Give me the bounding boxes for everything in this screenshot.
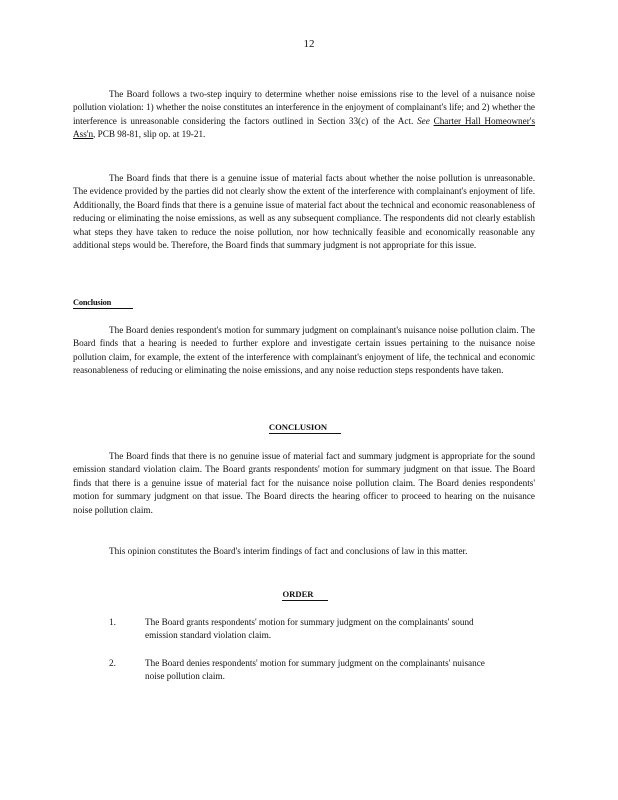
conclusion-subheading: Conclusion [73, 297, 133, 309]
order-item-number: 2. [109, 658, 116, 668]
paragraph-genuine-issue: The Board finds that there is a genuine issue of material facts about whether the noise pollution is unreasonable. The evidence provided by the parties did not clearly show the extent of the interference with complainant's enjoyment of life. Additionally, the Board finds that there is a genuine issue of material fact about the technical and economic reasonableness of reducing or eliminating the noise emissions, as well as any subsequent compliance. The respondents did not clearly establish what steps they have taken to reduce the noise pollution, nor how technically feasible and economically reasonable any additional steps would be. Therefore, the Board finds that summary judgment is not appropriate for this issue. [73, 173, 535, 251]
see-signal: See [417, 115, 430, 126]
order-item-text: The Board denies respondents' motion for summary judgment on the complainants' nuisance noise pollution claim. [145, 658, 485, 682]
paragraph-text: The Board follows a two-step inquiry to determine whether noise emissions rise to the level of a nuisance noise pollution violation: 1) whether the noise constitutes an interference in the enjoyment of complainant's life; and 2) whether the interference is unreasonable considering the factors outlined in Section 33(c) of the Act. [73, 89, 535, 126]
case-citation-name: Charter Hall Homeowner's Ass'n [73, 115, 536, 140]
paragraph-conclusion-sub: The Board denies respondent's motion for summary judgment on complainant's nuisance noise pollution claim. The Board finds that a hearing is needed to further explore and investigate certain issues pertaining to the nuisance noise pollution claim, for example, the extent of the interference with complainant's enjoyment of life, the technical and economic reasonableness of reducing or eliminating the noise emissions, and any noise reduction steps respondents have taken. [73, 325, 535, 376]
paragraph-two-step-inquiry [73, 88, 535, 142]
case-citation-reference: , PCB 98-81, slip op. at 19-21. [93, 129, 206, 140]
paragraph-interim-findings: This opinion constitutes the Board's interim findings of fact and conclusions of law in this matter. [109, 546, 468, 556]
page-number: 12 [303, 38, 315, 50]
order-heading: ORDER [0, 589, 610, 601]
conclusion-heading: CONCLUSION [0, 422, 610, 434]
order-item-number: 1. [109, 617, 116, 627]
order-item-text: The Board grants respondents' motion for summary judgment on the complainants' sound emission standard violation claim. [145, 617, 474, 641]
paragraph-conclusion: The Board finds that there is no genuine issue of material fact and summary judgment is appropriate for the sound emission standard violation claim. The Board grants respondents' motion for summary judgment on that issue. The Board finds that there is a genuine issue of material fact for the nuisance noise pollution claim. The Board denies respondents' motion for summary judgment on that issue. The Board directs the hearing officer to proceed to hearing on the nuisance noise pollution claim. [73, 451, 535, 515]
